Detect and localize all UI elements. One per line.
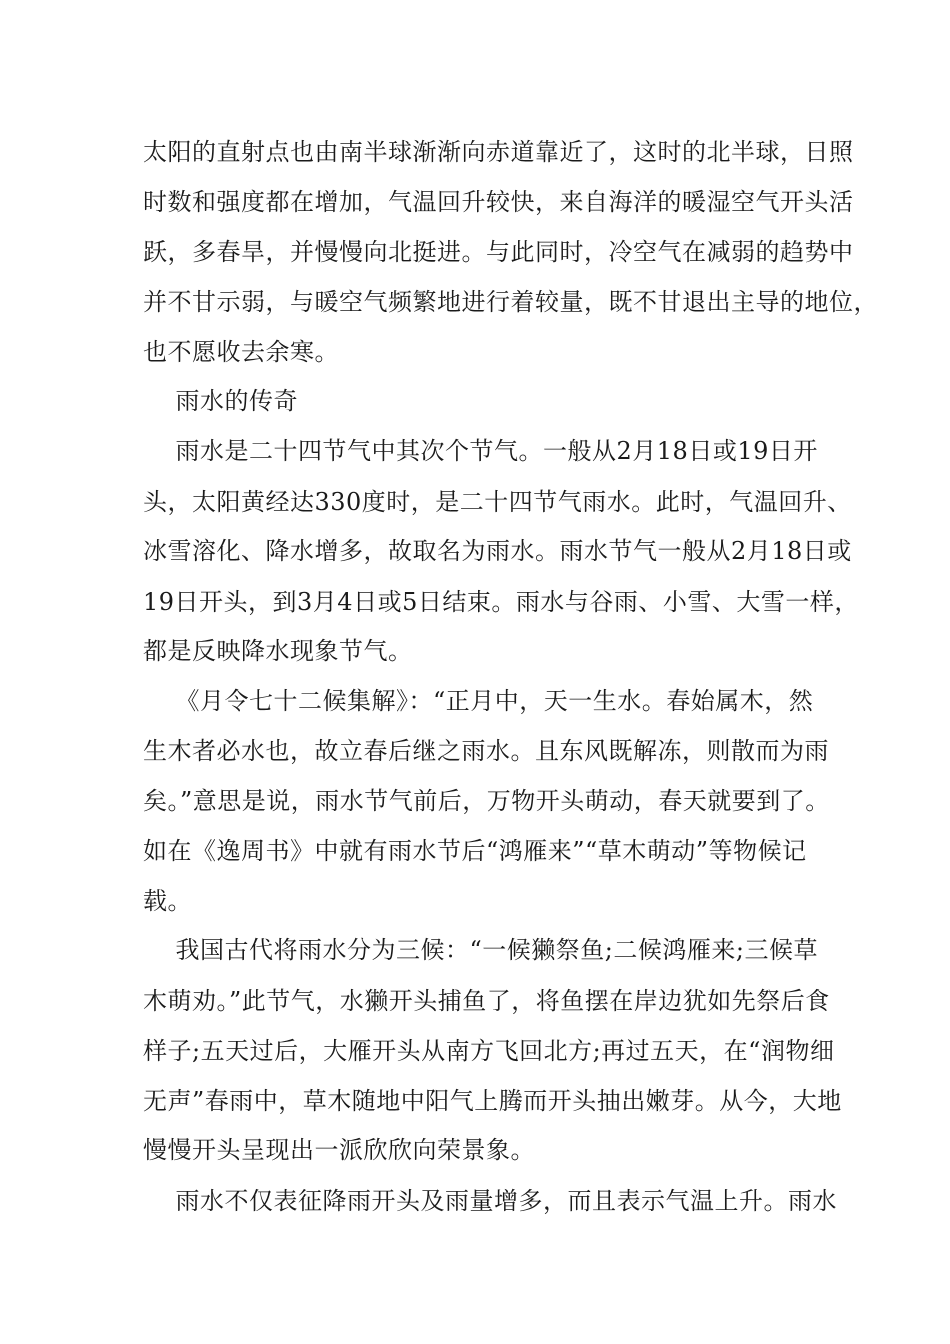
text-line: 无声”春雨中，草木随地中阳气上腾而开头抽出嫩芽。从今，大地 [143,1087,842,1115]
text-line: 生木者必水也，故立春后继之雨水。且东风既解冻，则散而为雨 [143,737,829,765]
text-line: 木萌劝。”此节气，水獭开头捕鱼了，将鱼摆在岸边犹如先祭后食 [143,987,830,1015]
text-line: 并不甘示弱，与暖空气频繁地进行着较量，既不甘退出主导的地位， [143,288,878,316]
text-line: 跃，多春旱，并慢慢向北挺进。与此同时，冷空气在减弱的趋势中 [143,238,854,266]
text-line: 样子;五天过后，大雁开头从南方飞回北方;再过五天，在“润物细 [143,1037,835,1065]
text-line: 都是反映降水现象节气。 [143,637,413,665]
text-line: 我国古代将雨水分为三候：“一候獭祭鱼;二候鸿雁来;三候草 [143,936,818,964]
text-line: 《月令七十二候集解》：“正月中，天一生水。春始属木，然 [143,687,814,715]
text-line: 太阳的直射点也由南半球渐渐向赤道靠近了，这时的北半球，日照 [143,138,854,166]
text-line: 头，太阳黄经达330度时，是二十四节气雨水。此时，气温回升、 [143,488,852,516]
text-line: 19日开头，到3月4日或5日结束。雨水与谷雨、小雪、大雪一样， [143,588,859,616]
section-heading: 雨水的传奇 [143,387,299,415]
text-line: 雨水不仅表征降雨开头及雨量增多，而且表示气温上升。雨水 [143,1187,838,1215]
text-line: 雨水是二十四节气中其次个节气。一般从2月18日或19日开 [143,437,818,465]
text-line: 时数和强度都在增加，气温回升较快，来自海洋的暖湿空气开头活 [143,188,854,216]
text-line: 载。 [143,887,192,915]
text-line: 如在《逸周书》中就有雨水节后“鸿雁来”“草木萌动”等物候记 [143,837,807,865]
text-line: 矣。”意思是说，雨水节气前后，万物开头萌动，春天就要到了。 [143,787,830,815]
text-line: 冰雪溶化、降水增多，故取名为雨水。雨水节气一般从2月18日或 [143,537,852,565]
text-line: 慢慢开头呈现出一派欣欣向荣景象。 [143,1136,535,1164]
text-line: 也不愿收去余寒。 [143,338,339,366]
